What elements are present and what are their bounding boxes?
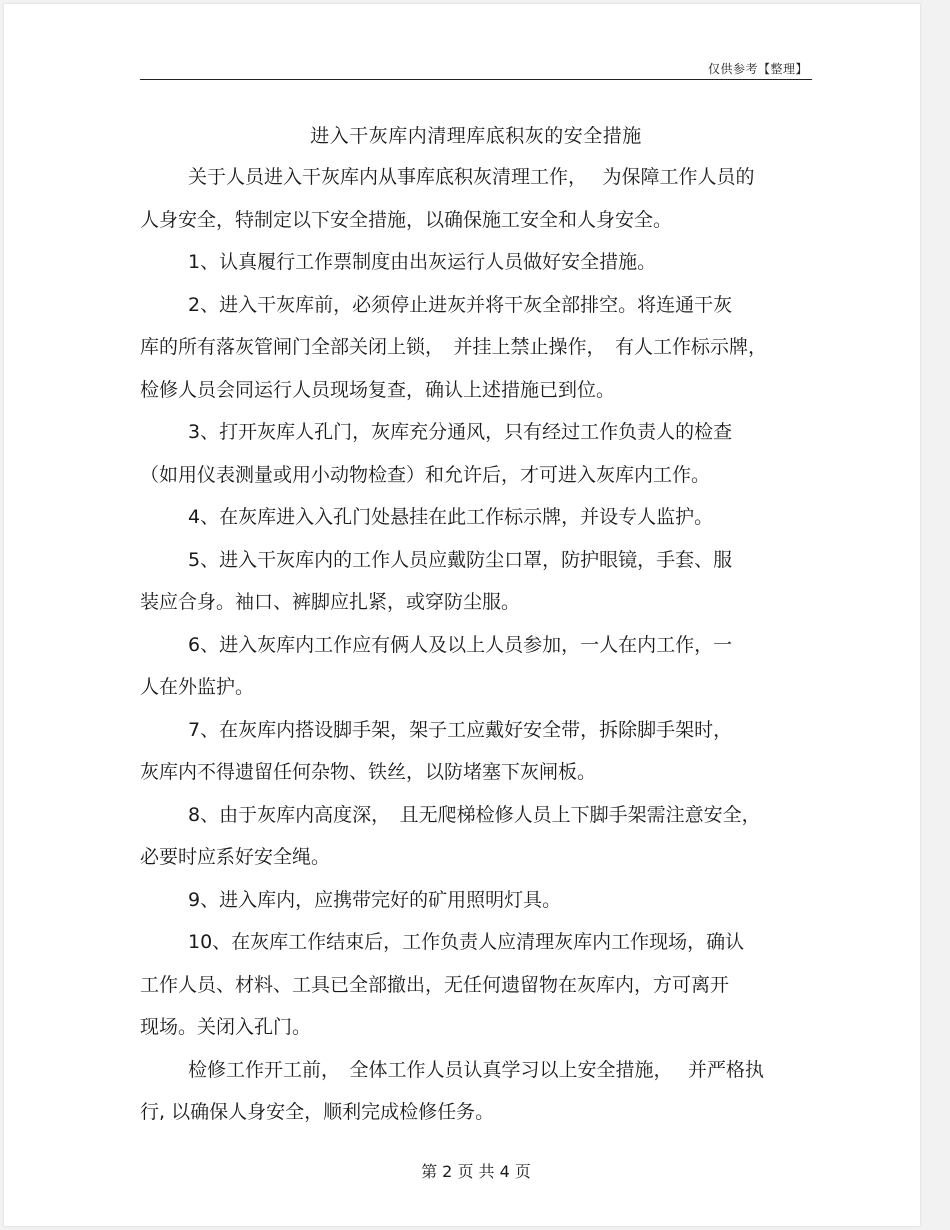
paragraph-line: 5、进入干灰库内的工作人员应戴防尘口罩，防护眼镜，手套、服: [188, 548, 733, 571]
paragraph-line: 人身安全，特制定以下安全措施，以确保施工安全和人身安全。: [140, 208, 673, 231]
paragraph-line: 4、在灰库进入入孔门处悬挂在此工作标示牌，并设专人监护。: [188, 506, 714, 528]
paragraph-line: 装应合身。袖口、裤脚应扎紧，或穿防尘服。: [140, 591, 521, 613]
paragraph-line: 8、由于灰库内高度深， 且无爬梯检修人员上下脚手架需注意安全，: [188, 803, 761, 826]
paragraph-line: 9、进入库内，应携带完好的矿用照明灯具。: [188, 888, 562, 911]
paragraph-line: 10、在灰库工作结束后，工作负责人应清理灰库内工作现场，确认: [188, 931, 745, 953]
paragraph-line: （如用仪表测量或用小动物检查）和允许后，才可进入灰库内工作。: [140, 463, 711, 486]
paragraph-line: 3、打开灰库人孔门，灰库充分通风，只有经过工作负责人的检查: [188, 421, 733, 443]
paragraph-line: 关于人员进入干灰库内从事库底积灰清理工作， 为保障工作人员的: [188, 166, 755, 188]
page-number: 第 2 页 共 4 页: [421, 1162, 531, 1181]
paragraph-line: 检修工作开工前， 全体工作人员认真学习以上安全措施， 并严格执: [188, 1058, 765, 1081]
paragraph-line: 6、进入灰库内工作应有俩人及以上人员参加，一人在内工作，一: [188, 633, 733, 656]
document-body: [140, 156, 812, 1134]
paragraph-line: 7、在灰库内搭设脚手架，架子工应戴好安全带，拆除脚手架时，: [188, 718, 733, 741]
header-rule: [140, 79, 812, 80]
header-note: 仅供参考【整理】: [707, 62, 808, 76]
paragraph-line: 2、进入干灰库前，必须停止进灰并将干灰全部排空。将连通干灰: [188, 293, 733, 316]
paragraph-line: 行, 以确保人身安全，顺利完成检修任务。: [140, 1101, 495, 1123]
document-page: [4, 4, 920, 1226]
paragraph-line: 现场。关闭入孔门。: [140, 1016, 312, 1038]
paragraph-line: 人在外监护。: [140, 676, 255, 698]
paragraph-line: 工作人员、材料、工具已全部撤出，无任何遗留物在灰库内，方可离开: [140, 973, 730, 996]
document-title: 进入干灰库内清理库底积灰的安全措施: [310, 125, 642, 147]
paragraph-line: 必要时应系好安全绳。: [140, 846, 331, 868]
paragraph-line: 检修人员会同运行人员现场复查，确认上述措施已到位。: [140, 378, 616, 401]
paragraph-line: 灰库内不得遗留任何杂物、铁丝，以防堵塞下灰闸板。: [140, 761, 597, 783]
paragraph-line: 1、认真履行工作票制度由出灰运行人员做好安全措施。: [188, 251, 657, 273]
paragraph-line: 库的所有落灰管闸门全部关闭上锁， 并挂上禁止操作， 有人工作标示牌，: [140, 336, 768, 358]
